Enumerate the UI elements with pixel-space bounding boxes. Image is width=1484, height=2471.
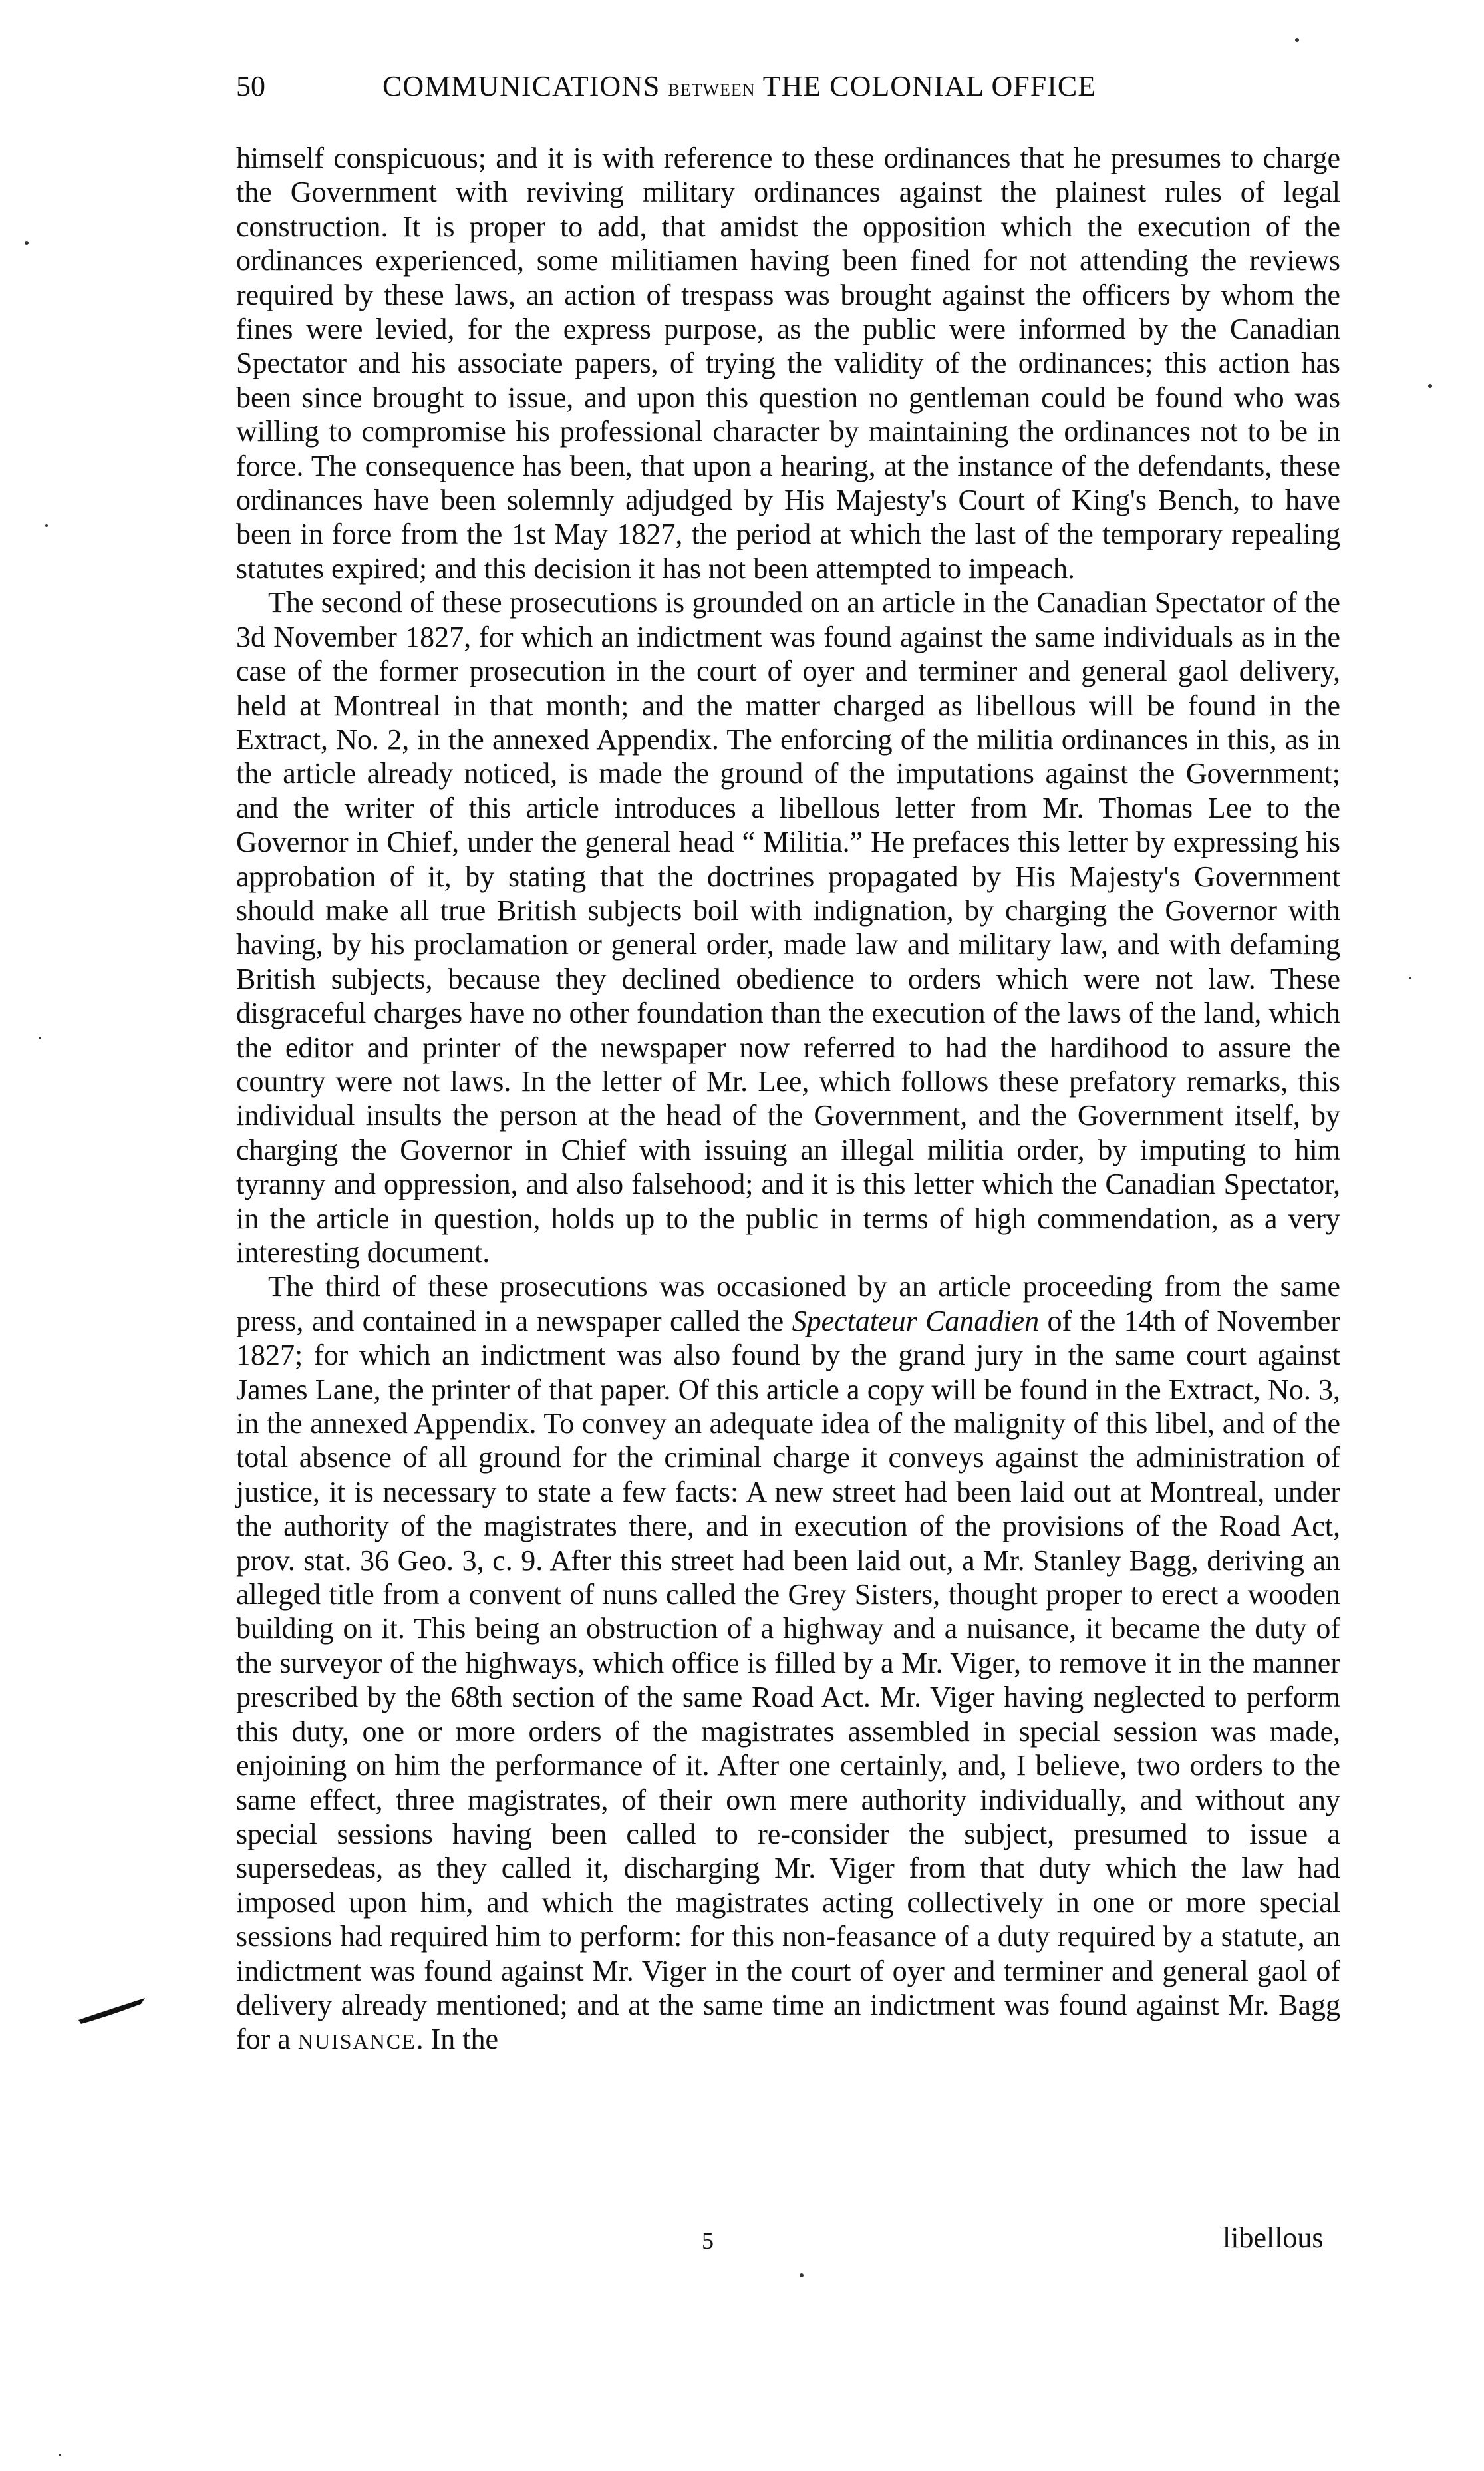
speck-mark (1295, 38, 1299, 42)
catchword: libellous (1223, 2222, 1324, 2254)
paragraph-text: The second of these prosecutions is grounded on an article in the Canadian Spectator of the 3d November 1827, for which an indictment was found against the same individuals as in the case of the former prosecution in the court of oyer and terminer and general gaol delivery, held at Montreal in that month; and the matter charged as libellous will be found in the Extract, No. 2, in the annexed Appendix. The enforcing of the militia ordinances in this, as in the article already noticed, is made the ground of the imputations against the Government; and the writer of this article introduces a libellous letter from Mr. Thomas Lee to the Governor in Chief, under the general head “ Militia.” He prefaces this letter by expressing his approbation of it, by stating that the doctrines propagated by His Majesty's Government should make all true British subjects boil with indignation, by charging the Governor with having, by his proclamation or general order, made law and military law, and with defaming British subjects, because they declined obedience to orders which were not law. These disgraceful charges have no other foundation than the execution of the laws of the land, which the editor and printer of the newspaper now referred to had the hardihood to assure the country were not laws. In the letter of Mr. Lee, which follows these prefatory remarks, this individual insults the person at the head of the Government, and the Government itself, by charging the Governor in Chief with issuing an illegal militia order, by imputing to him tyranny and oppression, and also falsehood; and it is this letter which the Canadian Spectator, in the article in question, holds up to the public in terms of high commendation, as a very interesting document. (236, 586, 1340, 1269)
running-header (236, 67, 1207, 106)
paragraph-text: The third of these prosecutions was occasioned by an article proceeding from the same press, and contained in a newspaper called the (236, 1270, 1340, 1337)
paragraph-text: himself conspicuous; and it is with reference to these ordinances that he presumes to charge the Government with reviving military ordinances against the plainest rules of legal construction. It is proper to add, that amidst the opposition which the execution of the ordinances experienced, some militiamen having been fined for not attending the reviews required by these laws, an action of trespass was brought against the officers by whom the fines were levied, for the express purpose, as the public were informed by the Canadian Spectator and his associate papers, of trying the validity of the ordinances; this action has been since brought to issue, and upon this question no gentleman could be found who was willing to compromise his professional character by maintaining the ordinances not to be in force. The consequence has been, that upon a hearing, at the instance of the defendants, these ordinances have been solemnly adjudged by His Majesty's Court of King's Bench, to have been in force from the 1st May 1827, the period at which the last of the temporary repealing statutes expired; and this decision it has not been attempted to impeach. (236, 142, 1340, 585)
speck-mark (59, 2454, 61, 2456)
smallcaps-text: NUISANCE (297, 2029, 416, 2054)
paragraph (236, 585, 1340, 1269)
speck-mark (1409, 977, 1411, 979)
speck-mark (39, 1037, 41, 1039)
running-title-part-1: COMMUNICATIONS (382, 70, 661, 102)
paragraph (236, 1269, 1340, 2059)
running-title-between: BETWEEN (668, 81, 756, 100)
speck-mark (25, 241, 29, 245)
page-number: 50 (236, 70, 265, 102)
body-text (236, 141, 1340, 2059)
paragraph-text: of the 14th of November 1827; for which an indictment was also found by the grand jury in the same court against James Lane, the printer of that paper. Of this article a copy will be found in the Extract, No. 3, in the annexed Appendix. To convey an adequate idea of the malignity of this libel, and of the total absence of all ground for the criminal charge it conveys against the administration of justice, it is necessary to state a few facts: A new street had been laid out at Montreal, under the authority of the magistrates there, and in execution of the provisions of the Road Act, prov. stat. 36 Geo. 3, c. 9. After this street had been laid out, a Mr. Stanley Bagg, deriving an alleged title from a convent of nuns called the Grey Sisters, thought proper to erect a wooden building on it. This being an obstruction of a highway and a nuisance, it became the duty of the surveyor of the highways, which office is filled by a Mr. Viger, to remove it in the manner prescribed by the 68th section of the same Road Act. Mr. Viger having neglected to perform this duty, one or more orders of the magistrates assembled in special session was made, enjoining on him the performance of it. After one certainly, and, I believe, two orders to the same effect, three magistrates, of their own mere authority individually, and without any special sessions having been called to re-consider the subject, presumed to issue a supersedeas, as they called it, discharging Mr. Viger from that duty which the law had imposed upon him, and which the magistrates acting collectively in one or more special sessions had required him to perform: for this non-feasance of a duty required by a statute, an indictment was found against Mr. Viger in the court of oyer and terminer and general gaol of delivery already mentioned; and at the same time an indictment was found against Mr. Bagg for a (236, 1304, 1340, 2056)
signature-mark: 5 (702, 2227, 714, 2254)
italic-title: Spectateur Canadien (792, 1304, 1040, 1337)
running-title-part-2: THE COLONIAL OFFICE (762, 70, 1097, 102)
speck-mark (1428, 384, 1432, 388)
running-title (382, 67, 1096, 110)
paragraph-text: . In the (416, 2023, 499, 2056)
speck-mark (800, 2273, 804, 2277)
paragraph (236, 141, 1340, 585)
speck-mark (45, 524, 48, 527)
ink-stroke-mark (78, 1998, 145, 2024)
